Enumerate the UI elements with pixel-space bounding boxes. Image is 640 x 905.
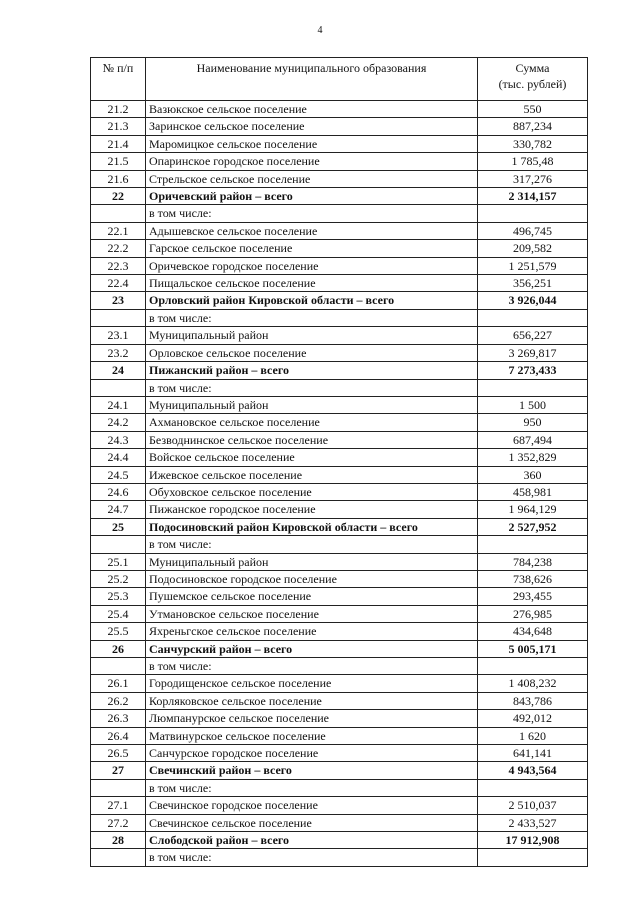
cell-name: Войское сельское поселение [146, 449, 478, 466]
cell-sum: 492,012 [478, 710, 588, 727]
cell-sum: 687,494 [478, 431, 588, 448]
table-row [91, 135, 588, 152]
table-row-total [91, 362, 588, 379]
cell-name: Городищенское сельское поселение [146, 675, 478, 692]
table-row [91, 727, 588, 744]
cell-num [91, 779, 146, 796]
cell-name: Заринское сельское поселение [146, 118, 478, 135]
table-row [91, 797, 588, 814]
table-row [91, 257, 588, 274]
cell-sum: 738,626 [478, 570, 588, 587]
cell-num: 24.4 [91, 449, 146, 466]
cell-num [91, 379, 146, 396]
cell-num: 26.5 [91, 745, 146, 762]
cell-sum: 656,227 [478, 327, 588, 344]
cell-name: Орловское сельское поселение [146, 344, 478, 361]
cell-num: 24.2 [91, 414, 146, 431]
table-row [91, 483, 588, 500]
cell-num: 25.1 [91, 553, 146, 570]
table-row [91, 327, 588, 344]
cell-name: Пижанское городское поселение [146, 501, 478, 518]
cell-sum [478, 658, 588, 675]
cell-num: 22.1 [91, 222, 146, 239]
cell-sum [478, 849, 588, 866]
table-row [91, 849, 588, 866]
page-number: 4 [317, 25, 323, 36]
cell-name: Утмановское сельское поселение [146, 605, 478, 622]
table-row [91, 379, 588, 396]
table-row-total [91, 832, 588, 849]
cell-name: Опаринское городское поселение [146, 153, 478, 170]
cell-name: Корляковское сельское поселение [146, 692, 478, 709]
cell-num: 21.4 [91, 135, 146, 152]
cell-name: Оричевское городское поселение [146, 257, 478, 274]
table-row [91, 779, 588, 796]
cell-name: Слободской район – всего [146, 832, 478, 849]
table-row [91, 431, 588, 448]
cell-name: Яхреньгское сельское поселение [146, 623, 478, 640]
table-row [91, 570, 588, 587]
table-row [91, 588, 588, 605]
cell-name: Безводнинское сельское поселение [146, 431, 478, 448]
table-row [91, 309, 588, 326]
cell-num: 23 [91, 292, 146, 309]
cell-name: Свечинское сельское поселение [146, 814, 478, 831]
cell-sum: 7 273,433 [478, 362, 588, 379]
cell-sum: 3 269,817 [478, 344, 588, 361]
table-row-total [91, 188, 588, 205]
cell-name: Ахмановское сельское поселение [146, 414, 478, 431]
cell-sum: 1 620 [478, 727, 588, 744]
cell-sum: 784,238 [478, 553, 588, 570]
cell-num: 24.7 [91, 501, 146, 518]
table-row [91, 344, 588, 361]
header-name: Наименование муниципального образования [146, 58, 478, 101]
cell-sum: 360 [478, 466, 588, 483]
cell-sum: 550 [478, 101, 588, 118]
cell-sum: 1 352,829 [478, 449, 588, 466]
cell-sum: 1 251,579 [478, 257, 588, 274]
cell-sum: 3 926,044 [478, 292, 588, 309]
cell-num: 28 [91, 832, 146, 849]
header-sum [478, 58, 588, 101]
cell-name: Вазюкское сельское поселение [146, 101, 478, 118]
cell-name: Муниципальный район [146, 396, 478, 413]
header-num: № п/п [91, 58, 146, 101]
cell-sum: 1 408,232 [478, 675, 588, 692]
cell-name: Свечинский район – всего [146, 762, 478, 779]
cell-name: Муниципальный район [146, 327, 478, 344]
table-row [91, 553, 588, 570]
cell-sum: 843,786 [478, 692, 588, 709]
table-row [91, 658, 588, 675]
cell-name: Стрельское сельское поселение [146, 170, 478, 187]
cell-name: Адышевское сельское поселение [146, 222, 478, 239]
cell-name: Подосиновский район Кировской области – всего [146, 518, 478, 535]
cell-name: в том числе: [146, 379, 478, 396]
cell-sum: 496,745 [478, 222, 588, 239]
table-row [91, 710, 588, 727]
table-row [91, 101, 588, 118]
cell-sum: 1 500 [478, 396, 588, 413]
cell-num: 26.2 [91, 692, 146, 709]
cell-name: Пищальское сельское поселение [146, 275, 478, 292]
cell-num: 26.3 [91, 710, 146, 727]
cell-sum: 293,455 [478, 588, 588, 605]
cell-num: 24.6 [91, 483, 146, 500]
cell-name: Свечинское городское поселение [146, 797, 478, 814]
cell-name: в том числе: [146, 309, 478, 326]
cell-num: 23.1 [91, 327, 146, 344]
table-row [91, 222, 588, 239]
cell-name: в том числе: [146, 779, 478, 796]
cell-sum: 4 943,564 [478, 762, 588, 779]
table-header-row [91, 58, 588, 101]
budget-table [90, 57, 588, 867]
cell-sum: 17 912,908 [478, 832, 588, 849]
cell-sum: 317,276 [478, 170, 588, 187]
table-row [91, 692, 588, 709]
table-row [91, 814, 588, 831]
cell-name: Санчурское городское поселение [146, 745, 478, 762]
table-body [91, 101, 588, 867]
cell-sum [478, 779, 588, 796]
cell-num: 27 [91, 762, 146, 779]
cell-num: 23.2 [91, 344, 146, 361]
cell-num: 25 [91, 518, 146, 535]
table-row [91, 396, 588, 413]
table-row [91, 118, 588, 135]
cell-name: Маромицкое сельское поселение [146, 135, 478, 152]
cell-num: 26.4 [91, 727, 146, 744]
table-row [91, 675, 588, 692]
header-sum-line2: (тыс. рублей) [498, 77, 567, 91]
cell-num [91, 536, 146, 553]
table-row [91, 170, 588, 187]
cell-num [91, 849, 146, 866]
cell-sum: 2 510,037 [478, 797, 588, 814]
cell-sum: 356,251 [478, 275, 588, 292]
cell-num: 21.2 [91, 101, 146, 118]
cell-name: Санчурский район – всего [146, 640, 478, 657]
cell-name: Люмпанурское сельское поселение [146, 710, 478, 727]
cell-sum: 276,985 [478, 605, 588, 622]
cell-sum: 641,141 [478, 745, 588, 762]
cell-sum: 458,981 [478, 483, 588, 500]
table-row [91, 449, 588, 466]
table-row [91, 466, 588, 483]
cell-sum [478, 536, 588, 553]
table-row [91, 501, 588, 518]
cell-name: Обуховское сельское поселение [146, 483, 478, 500]
table-row-total [91, 640, 588, 657]
cell-num: 27.2 [91, 814, 146, 831]
table-row [91, 205, 588, 222]
cell-num [91, 658, 146, 675]
cell-name: Муниципальный район [146, 553, 478, 570]
table-row-total [91, 518, 588, 535]
table-row [91, 745, 588, 762]
table-row [91, 623, 588, 640]
cell-num: 21.5 [91, 153, 146, 170]
table-row-total [91, 762, 588, 779]
cell-name: Гарское сельское поселение [146, 240, 478, 257]
cell-name: в том числе: [146, 658, 478, 675]
table-row [91, 153, 588, 170]
cell-num: 24.5 [91, 466, 146, 483]
cell-num: 22.4 [91, 275, 146, 292]
cell-num: 25.4 [91, 605, 146, 622]
cell-name: Пижанский район – всего [146, 362, 478, 379]
cell-name: Пушемское сельское поселение [146, 588, 478, 605]
cell-sum: 2 433,527 [478, 814, 588, 831]
cell-num: 25.5 [91, 623, 146, 640]
table-row-total [91, 292, 588, 309]
cell-sum [478, 309, 588, 326]
cell-sum [478, 379, 588, 396]
cell-name: Матвинурское сельское поселение [146, 727, 478, 744]
cell-num: 22 [91, 188, 146, 205]
cell-num: 26.1 [91, 675, 146, 692]
cell-sum: 1 964,129 [478, 501, 588, 518]
cell-sum: 1 785,48 [478, 153, 588, 170]
cell-name: в том числе: [146, 205, 478, 222]
cell-name: Подосиновское городское поселение [146, 570, 478, 587]
table-row [91, 536, 588, 553]
cell-num: 24 [91, 362, 146, 379]
cell-num: 26 [91, 640, 146, 657]
cell-sum: 2 314,157 [478, 188, 588, 205]
cell-name: в том числе: [146, 536, 478, 553]
cell-sum: 950 [478, 414, 588, 431]
cell-name: в том числе: [146, 849, 478, 866]
cell-num: 27.1 [91, 797, 146, 814]
cell-sum: 887,234 [478, 118, 588, 135]
cell-sum: 2 527,952 [478, 518, 588, 535]
cell-num: 22.3 [91, 257, 146, 274]
cell-name: Ижевское сельское поселение [146, 466, 478, 483]
cell-num [91, 205, 146, 222]
cell-name: Оричевский район – всего [146, 188, 478, 205]
cell-sum: 5 005,171 [478, 640, 588, 657]
cell-num [91, 309, 146, 326]
cell-num: 25.3 [91, 588, 146, 605]
cell-sum: 209,582 [478, 240, 588, 257]
cell-sum [478, 205, 588, 222]
cell-num: 24.1 [91, 396, 146, 413]
cell-num: 21.6 [91, 170, 146, 187]
table-row [91, 275, 588, 292]
table-row [91, 240, 588, 257]
cell-sum: 434,648 [478, 623, 588, 640]
table-row [91, 414, 588, 431]
cell-num: 21.3 [91, 118, 146, 135]
table-row [91, 605, 588, 622]
cell-num: 25.2 [91, 570, 146, 587]
cell-sum: 330,782 [478, 135, 588, 152]
cell-name: Орловский район Кировской области – всего [146, 292, 478, 309]
header-sum-line1: Сумма [515, 61, 550, 75]
cell-num: 22.2 [91, 240, 146, 257]
cell-num: 24.3 [91, 431, 146, 448]
